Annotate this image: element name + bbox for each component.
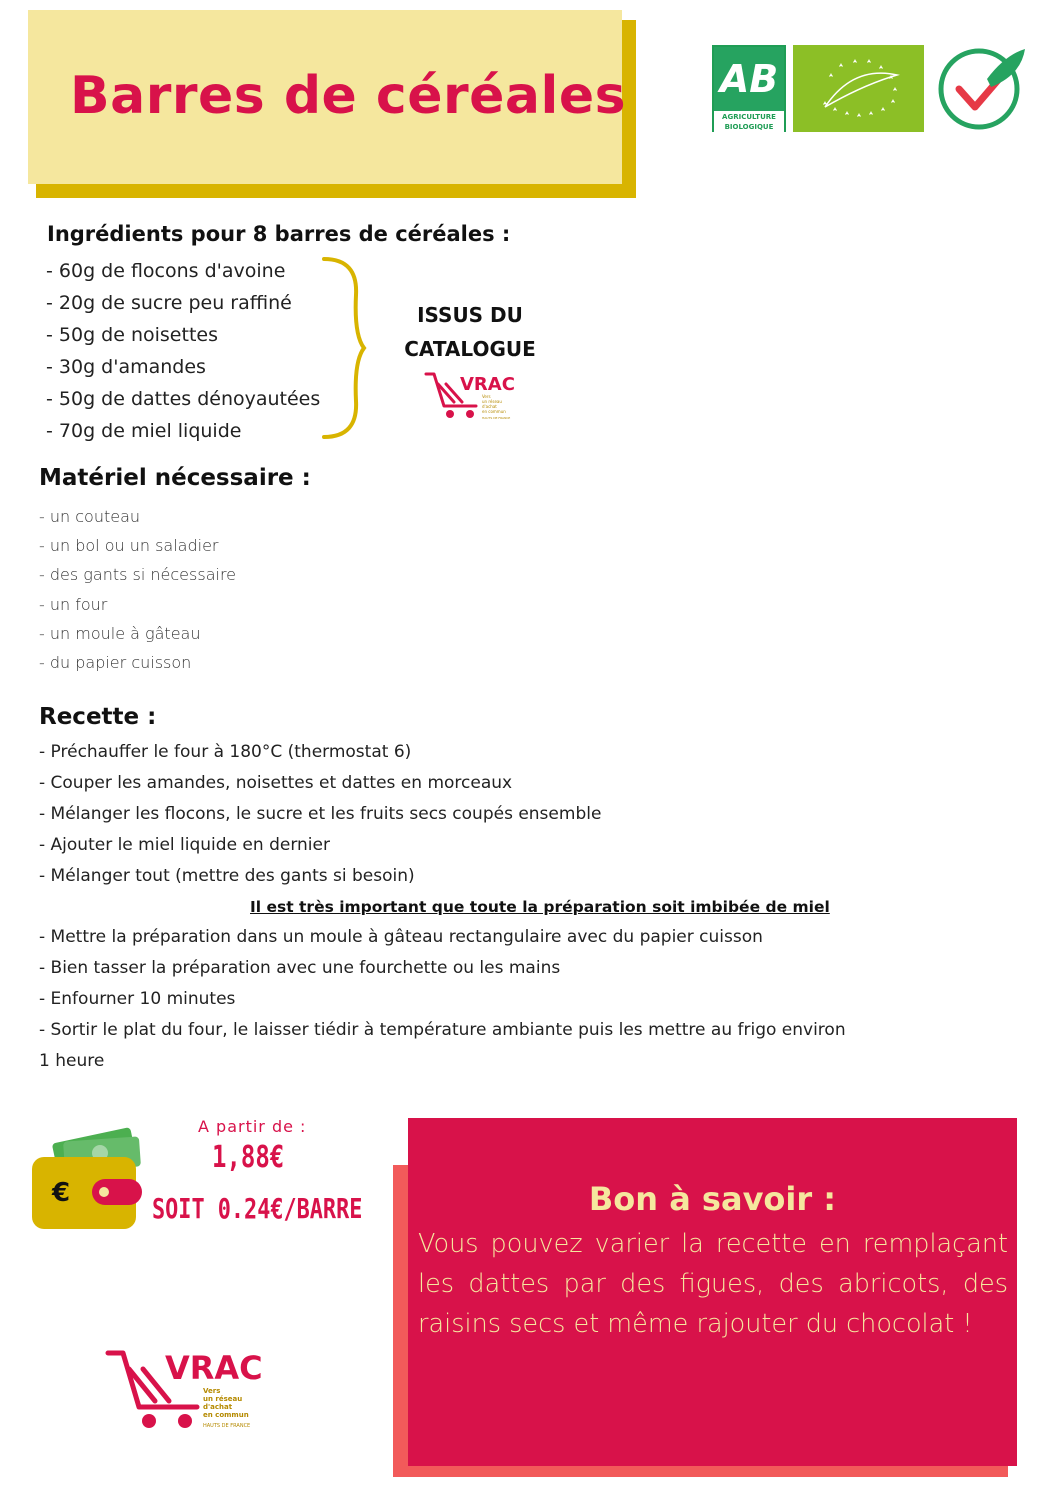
vrac-word: VRAC	[460, 374, 515, 395]
price-value: 1,88€	[212, 1140, 285, 1175]
materiel-item: - des gants si nécessaire	[39, 565, 237, 585]
catalogue-note	[390, 298, 550, 366]
ab-letters: AB	[714, 47, 784, 111]
vrac-tagline-1: Vers	[482, 394, 491, 399]
vrac-word: VRAC	[165, 1349, 263, 1387]
ingredient-item: - 20g de sucre peu raffiné	[46, 292, 292, 314]
recette-step: - Mélanger les flocons, le sucre et les fruits secs coupés ensemble	[39, 804, 602, 824]
check-leaf-icon	[935, 45, 1027, 132]
vrac-logo-small	[424, 370, 520, 422]
vrac-tagline-3: d'achat	[482, 404, 497, 409]
materiel-item: - un moule à gâteau	[39, 623, 201, 643]
recette-step: 1 heure	[39, 1051, 105, 1071]
currency-symbol: €	[52, 1178, 71, 1208]
recette-heading: Recette :	[39, 704, 157, 730]
materiel-item: - un bol ou un saladier	[39, 536, 219, 556]
materiel-item: - du papier cuisson	[39, 653, 192, 673]
vrac-tagline-2: un réseau	[482, 399, 502, 404]
info-box-text: Vous pouvez varier la recette en remplaçant les dattes par des figues, des abricots, des raisins secs et même rajouter du chocolat !	[418, 1229, 1008, 1339]
ab-organic-logo	[712, 45, 786, 132]
materiel-item: - un couteau	[39, 507, 141, 526]
recette-important-note: Il est très important que toute la préparation soit imbibée de miel	[250, 898, 830, 916]
eu-organic-leaf-icon	[793, 45, 924, 132]
ingredient-item: - 70g de miel liquide	[46, 420, 242, 442]
ab-caption-line2: BIOLOGIQUE	[724, 123, 774, 131]
price-intro: A partir de :	[198, 1117, 307, 1136]
vrac-region: HAUTS DE FRANCE	[203, 1423, 251, 1429]
recette-step: - Sortir le plat du four, le laisser tiédir à température ambiante puis les mettre au frigo environ	[39, 1020, 846, 1040]
ingredient-item: - 30g d'amandes	[46, 356, 206, 378]
ab-caption-line1: AGRICULTURE	[722, 113, 776, 121]
vrac-tagline-4: en commun	[482, 409, 506, 414]
page-title: Barres de céréales	[70, 66, 627, 126]
eu-organic-logo	[793, 45, 924, 132]
recette-step: - Mettre la préparation dans un moule à gâteau rectangulaire avec du papier cuisson	[39, 927, 763, 947]
vrac-tagline-1: Vers	[203, 1387, 221, 1395]
vrac-logo-large	[105, 1345, 265, 1435]
materiel-list	[39, 502, 236, 677]
ingredients-heading: Ingrédients pour 8 barres de céréales :	[47, 222, 511, 246]
recette-step: - Préchauffer le four à 180°C (thermostat 6)	[39, 742, 412, 762]
ingredient-item: - 50g de noisettes	[46, 324, 218, 346]
recette-step: - Ajouter le miel liquide en dernier	[39, 835, 330, 855]
ingredient-item: - 60g de flocons d'avoine	[46, 260, 286, 282]
ingredients-list	[46, 255, 320, 447]
materiel-item: - un four	[39, 594, 108, 614]
vrac-tagline-4: en commun	[203, 1411, 249, 1419]
recette-step: - Enfourner 10 minutes	[39, 989, 236, 1009]
materiel-heading: Matériel nécessaire :	[39, 465, 311, 491]
price-per-bar: SOIT 0.24€/BARRE	[152, 1192, 363, 1225]
info-box	[408, 1118, 1017, 1466]
vrac-region: HAUTS DE FRANCE	[482, 416, 511, 420]
ingredient-item: - 50g de dattes dénoyautées	[46, 388, 321, 410]
ab-caption	[714, 111, 784, 132]
vrac-tagline-3: d'achat	[203, 1403, 233, 1411]
curly-brace-icon	[318, 255, 368, 441]
wallet-icon	[30, 1127, 150, 1231]
catalogue-line2: CATALOGUE	[404, 337, 536, 361]
catalogue-line1: ISSUS DU	[417, 303, 523, 327]
recette-step: - Couper les amandes, noisettes et dattes en morceaux	[39, 773, 513, 793]
info-box-title: Bon à savoir :	[588, 1180, 837, 1218]
recette-step: - Mélanger tout (mettre des gants si besoin)	[39, 866, 415, 886]
vrac-tagline-2: un réseau	[203, 1395, 243, 1403]
recette-step: - Bien tasser la préparation avec une fourchette ou les mains	[39, 958, 561, 978]
